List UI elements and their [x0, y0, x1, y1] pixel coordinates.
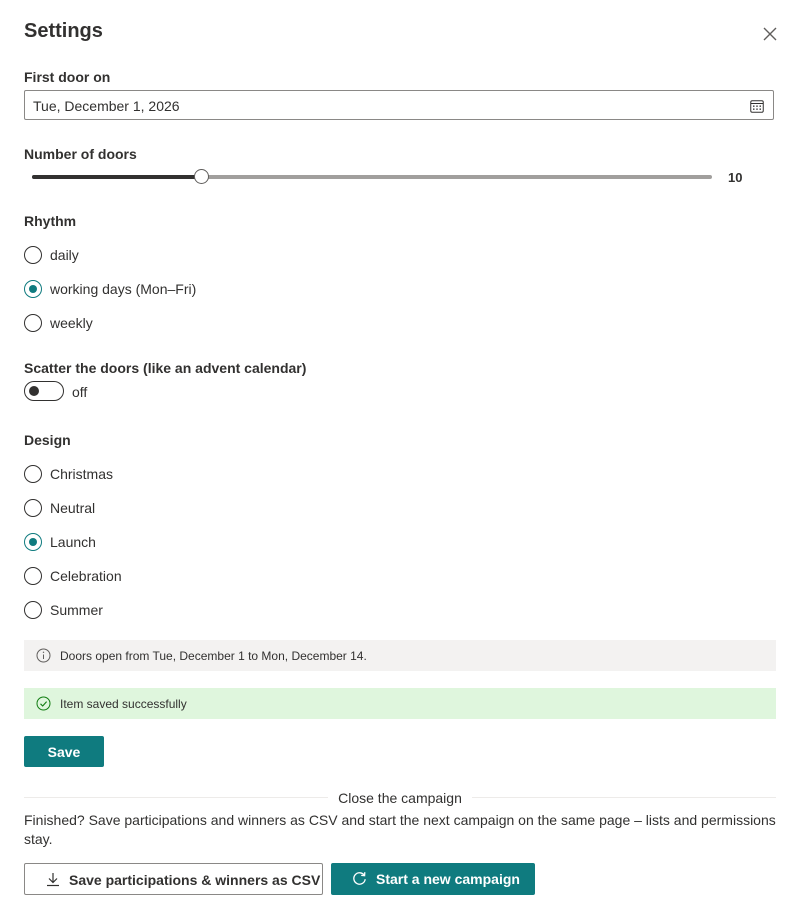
- radio-launch[interactable]: [24, 533, 42, 551]
- info-icon: [36, 648, 51, 663]
- scatter-toggle[interactable]: [24, 381, 64, 401]
- first-door-value: Tue, December 1, 2026: [33, 98, 180, 114]
- success-text: Item saved successfully: [60, 697, 187, 711]
- refresh-icon: [352, 871, 367, 886]
- radio-daily[interactable]: [24, 246, 42, 264]
- slider-thumb[interactable]: [194, 169, 209, 184]
- doors-value: 10: [728, 170, 743, 185]
- save-button[interactable]: Save: [24, 736, 104, 767]
- radio-label: Christmas: [50, 466, 114, 482]
- export-csv-button[interactable]: [24, 863, 323, 895]
- first-door-date-field[interactable]: [24, 90, 774, 120]
- scatter-state: off: [72, 384, 88, 400]
- radio-label: weekly: [50, 315, 93, 331]
- info-text: Doors open from Tue, December 1 to Mon, December 14.: [60, 649, 367, 663]
- campaign-description: Finished? Save participations and winners as CSV and start the next campaign on the same page – lists and permissions stay.: [24, 812, 776, 847]
- download-icon: [46, 872, 60, 887]
- radio-label: Celebration: [50, 568, 122, 584]
- radio-christmas[interactable]: [24, 465, 42, 483]
- radio-working-days[interactable]: [24, 280, 42, 298]
- radio-label: Launch: [50, 534, 96, 550]
- radio-label: working days (Mon–Fri): [50, 281, 197, 297]
- radio-summer[interactable]: [24, 601, 42, 619]
- new-campaign-label: Start a new campaign: [376, 871, 520, 887]
- info-message-bar: [24, 640, 776, 671]
- design-label: Design: [24, 432, 71, 448]
- radio-label: Neutral: [50, 500, 96, 516]
- calendar-icon[interactable]: [750, 99, 764, 113]
- scatter-label: Scatter the doors (like an advent calendar): [24, 360, 307, 376]
- radio-label: daily: [50, 247, 79, 263]
- radio-neutral[interactable]: [24, 499, 42, 517]
- new-campaign-button[interactable]: [331, 863, 535, 895]
- radio-weekly[interactable]: [24, 314, 42, 332]
- toggle-knob: [29, 386, 39, 396]
- campaign-heading: Close the campaign: [328, 790, 472, 806]
- success-message-bar: [24, 688, 776, 719]
- first-door-label: First door on: [24, 69, 111, 85]
- slider-fill: [32, 175, 202, 179]
- close-icon[interactable]: [760, 24, 780, 44]
- checkmark-circle-icon: [36, 696, 51, 711]
- doors-label: Number of doors: [24, 146, 137, 162]
- panel-title: Settings: [24, 20, 103, 42]
- rhythm-label: Rhythm: [24, 213, 77, 229]
- radio-celebration[interactable]: [24, 567, 42, 585]
- radio-label: Summer: [50, 602, 103, 618]
- export-csv-label: Save participations & winners as CSV: [69, 872, 321, 888]
- doors-slider[interactable]: [32, 170, 712, 184]
